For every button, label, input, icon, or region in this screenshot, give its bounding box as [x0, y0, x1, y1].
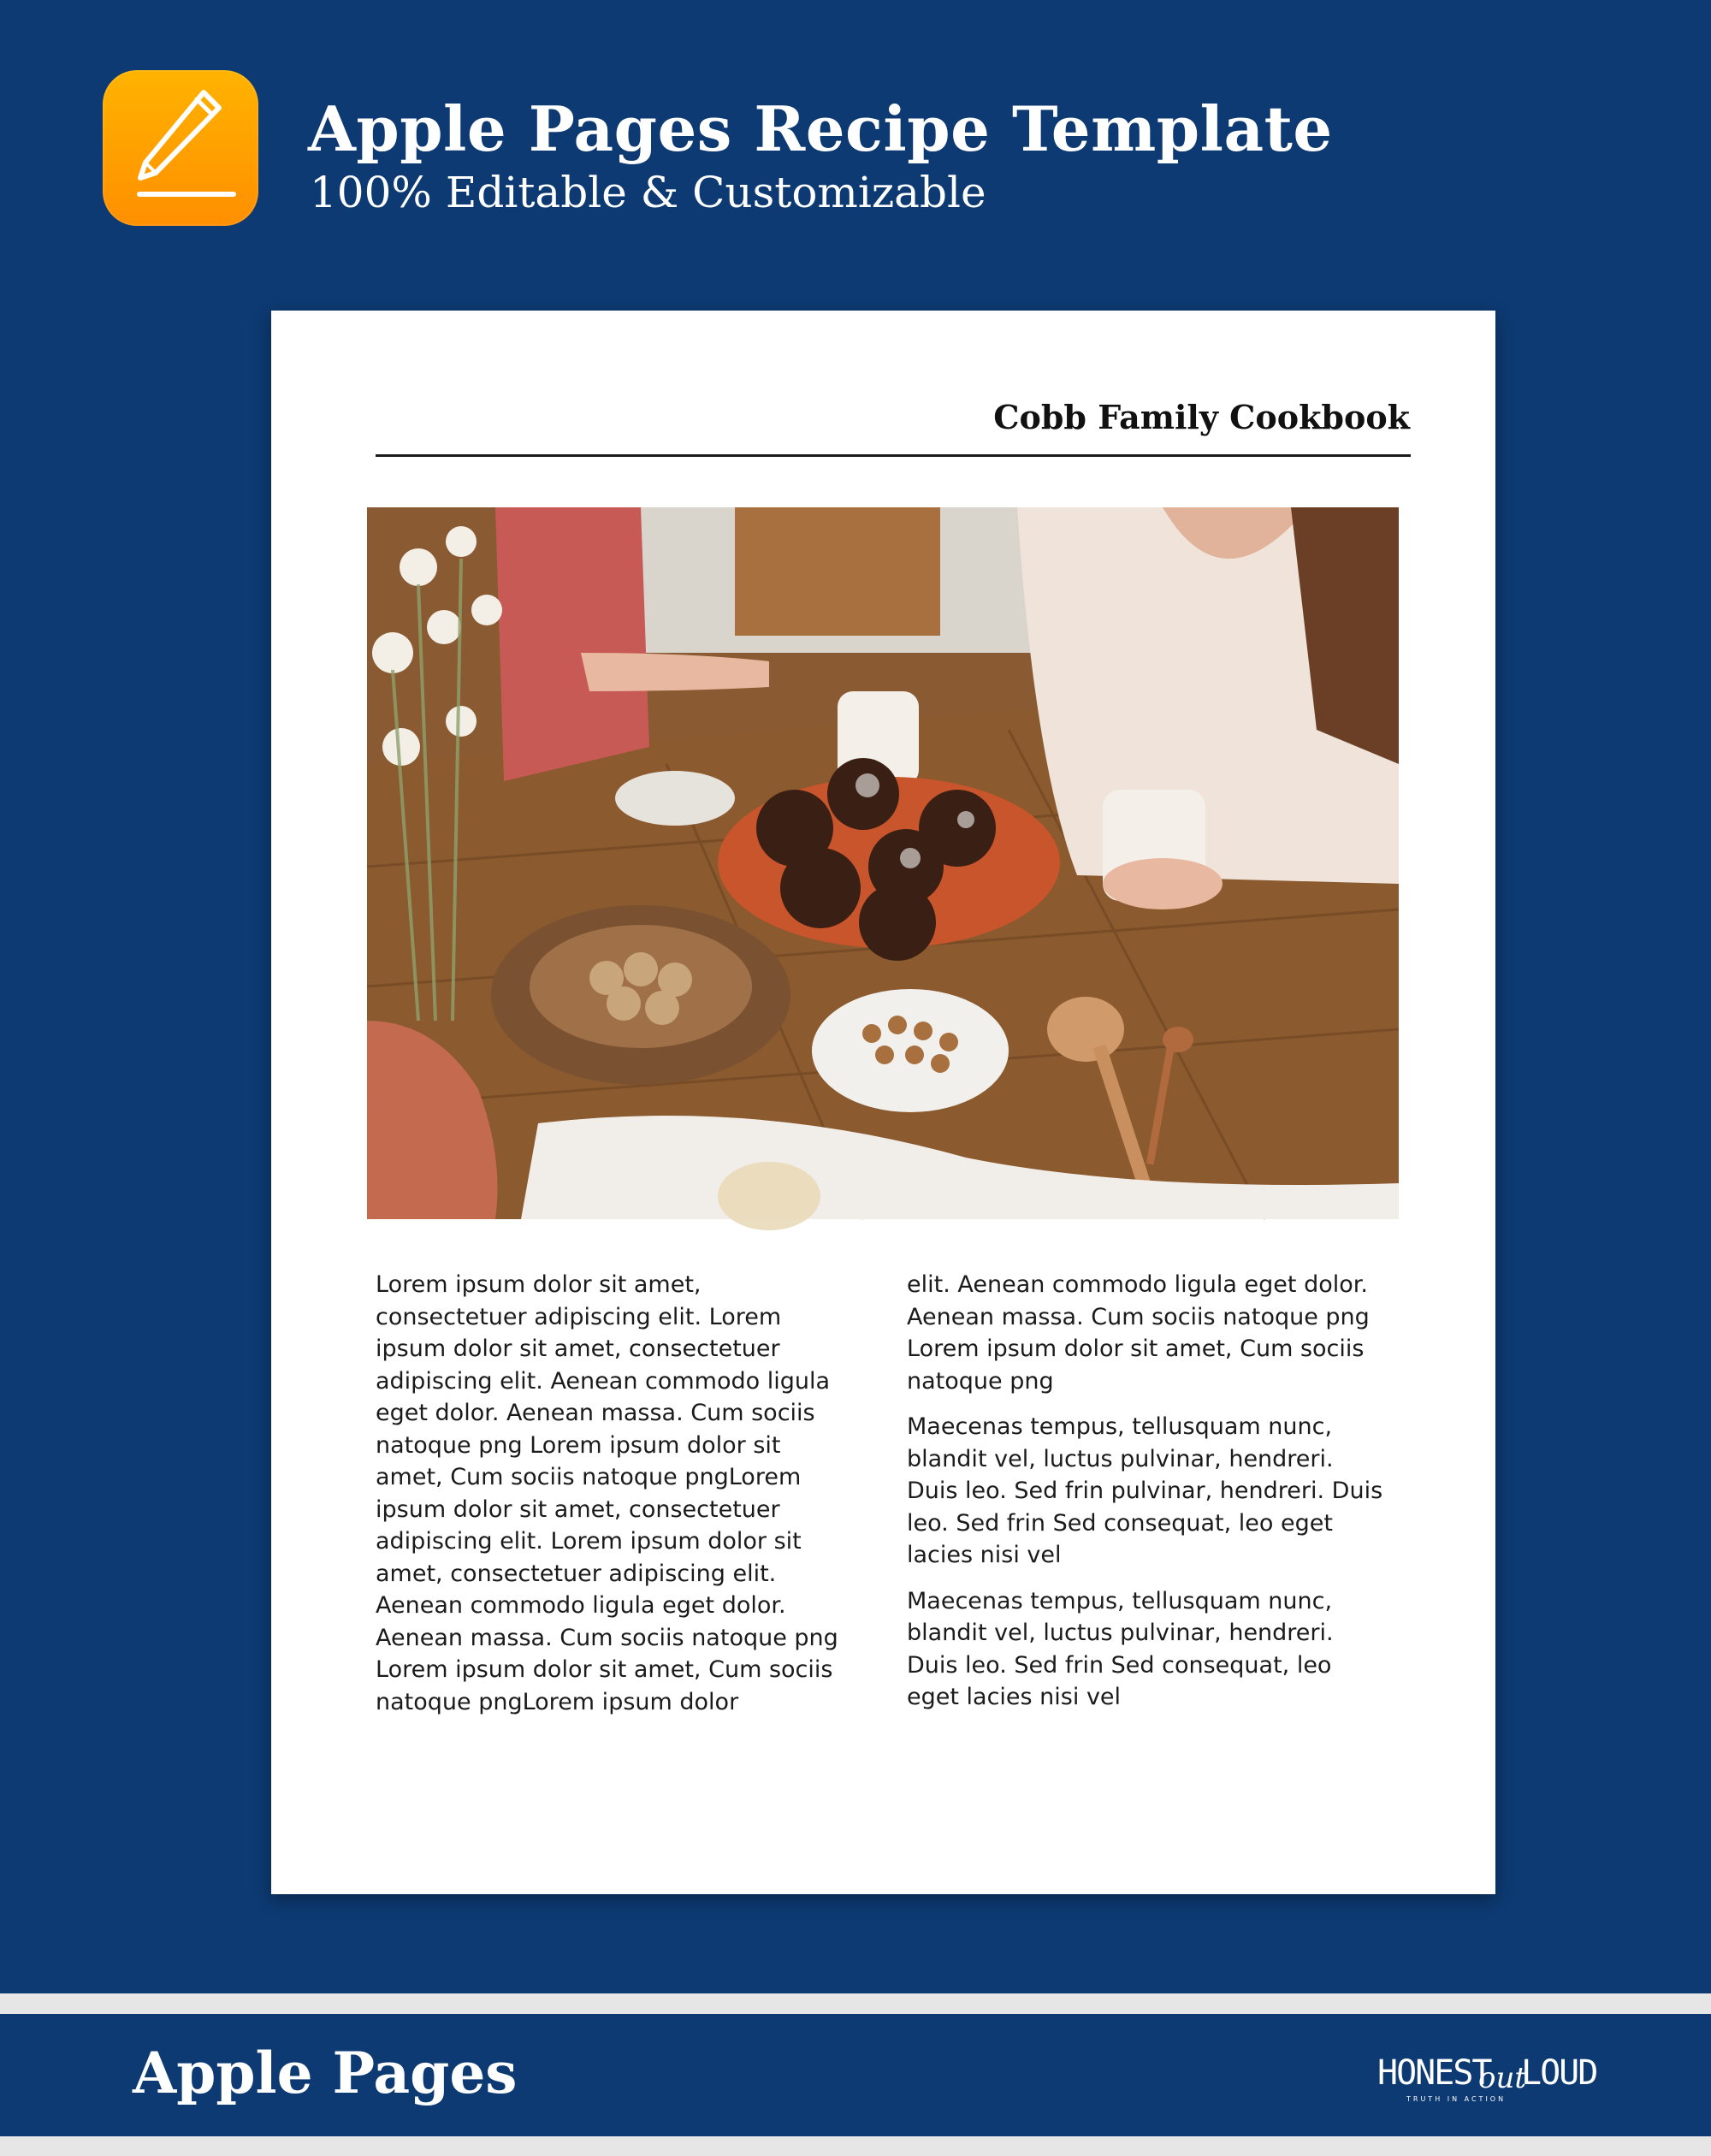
bottom-band	[0, 2136, 1711, 2156]
svg-text:HONEST: HONEST	[1377, 2053, 1491, 2093]
right-text-column	[907, 1269, 1386, 1727]
banner-title: Apple Pages Recipe Template	[308, 92, 1333, 165]
svg-text:TRUTH IN ACTION: TRUTH IN ACTION	[1406, 2095, 1507, 2103]
document-page	[271, 311, 1495, 1894]
left-paragraph-1: Lorem ipsum dolor sit amet, consectetuer adipiscing elit. Lorem ipsum dolor sit amet, consectetuer adipiscing elit. Aenean commodo ligula eget dolor. Aenean massa. Cum sociis natoque png Lorem ipsum dolor sit amet, Cum sociis natoque pngLorem ipsum dolor sit amet, consectetuer adipiscing elit. Lorem ipsum dolor sit amet, consectetuer adipiscing elit. Aenean commodo ligula eget dolor. Aenean massa. Cum sociis natoque png Lorem ipsum dolor sit amet, Cum sociis natoque pngLorem ipsum dolor	[376, 1271, 838, 1715]
footer	[0, 2014, 1711, 2136]
right-paragraph-1: elit. Aenean commodo ligula eget dolor. Aenean massa. Cum sociis natoque png Lorem ipsum dolor sit amet, Cum sociis natoque png	[907, 1271, 1370, 1395]
header	[0, 0, 1711, 274]
svg-text:out: out	[1478, 2061, 1527, 2095]
pages-pencil-icon	[103, 70, 258, 226]
svg-text:LOUD: LOUD	[1521, 2053, 1597, 2093]
recipe-photo	[367, 507, 1399, 1219]
footer-label: Apple Pages	[133, 2040, 518, 2106]
right-paragraph-3: Maecenas tempus, tellusquam nunc, blandit vel, luctus pulvinar, hendreri. Duis leo. Sed frin Sed consequat, leo eget lacies nisi vel	[907, 1587, 1334, 1710]
left-text-column	[376, 1269, 855, 1732]
cookbook-title: Cobb Family Cookbook	[993, 398, 1410, 436]
honest-out-loud-logo	[1377, 2040, 1597, 2108]
header-divider	[376, 454, 1411, 457]
banner-subtitle: 100% Editable & Customizable	[310, 168, 986, 217]
divider-band	[0, 1993, 1711, 2014]
right-paragraph-2: Maecenas tempus, tellusquam nunc, blandit vel, luctus pulvinar, hendreri. Duis leo. Sed frin pulvinar, hendreri. Duis leo. Sed frin Sed consequat, leo eget lacies nisi vel	[907, 1413, 1383, 1568]
